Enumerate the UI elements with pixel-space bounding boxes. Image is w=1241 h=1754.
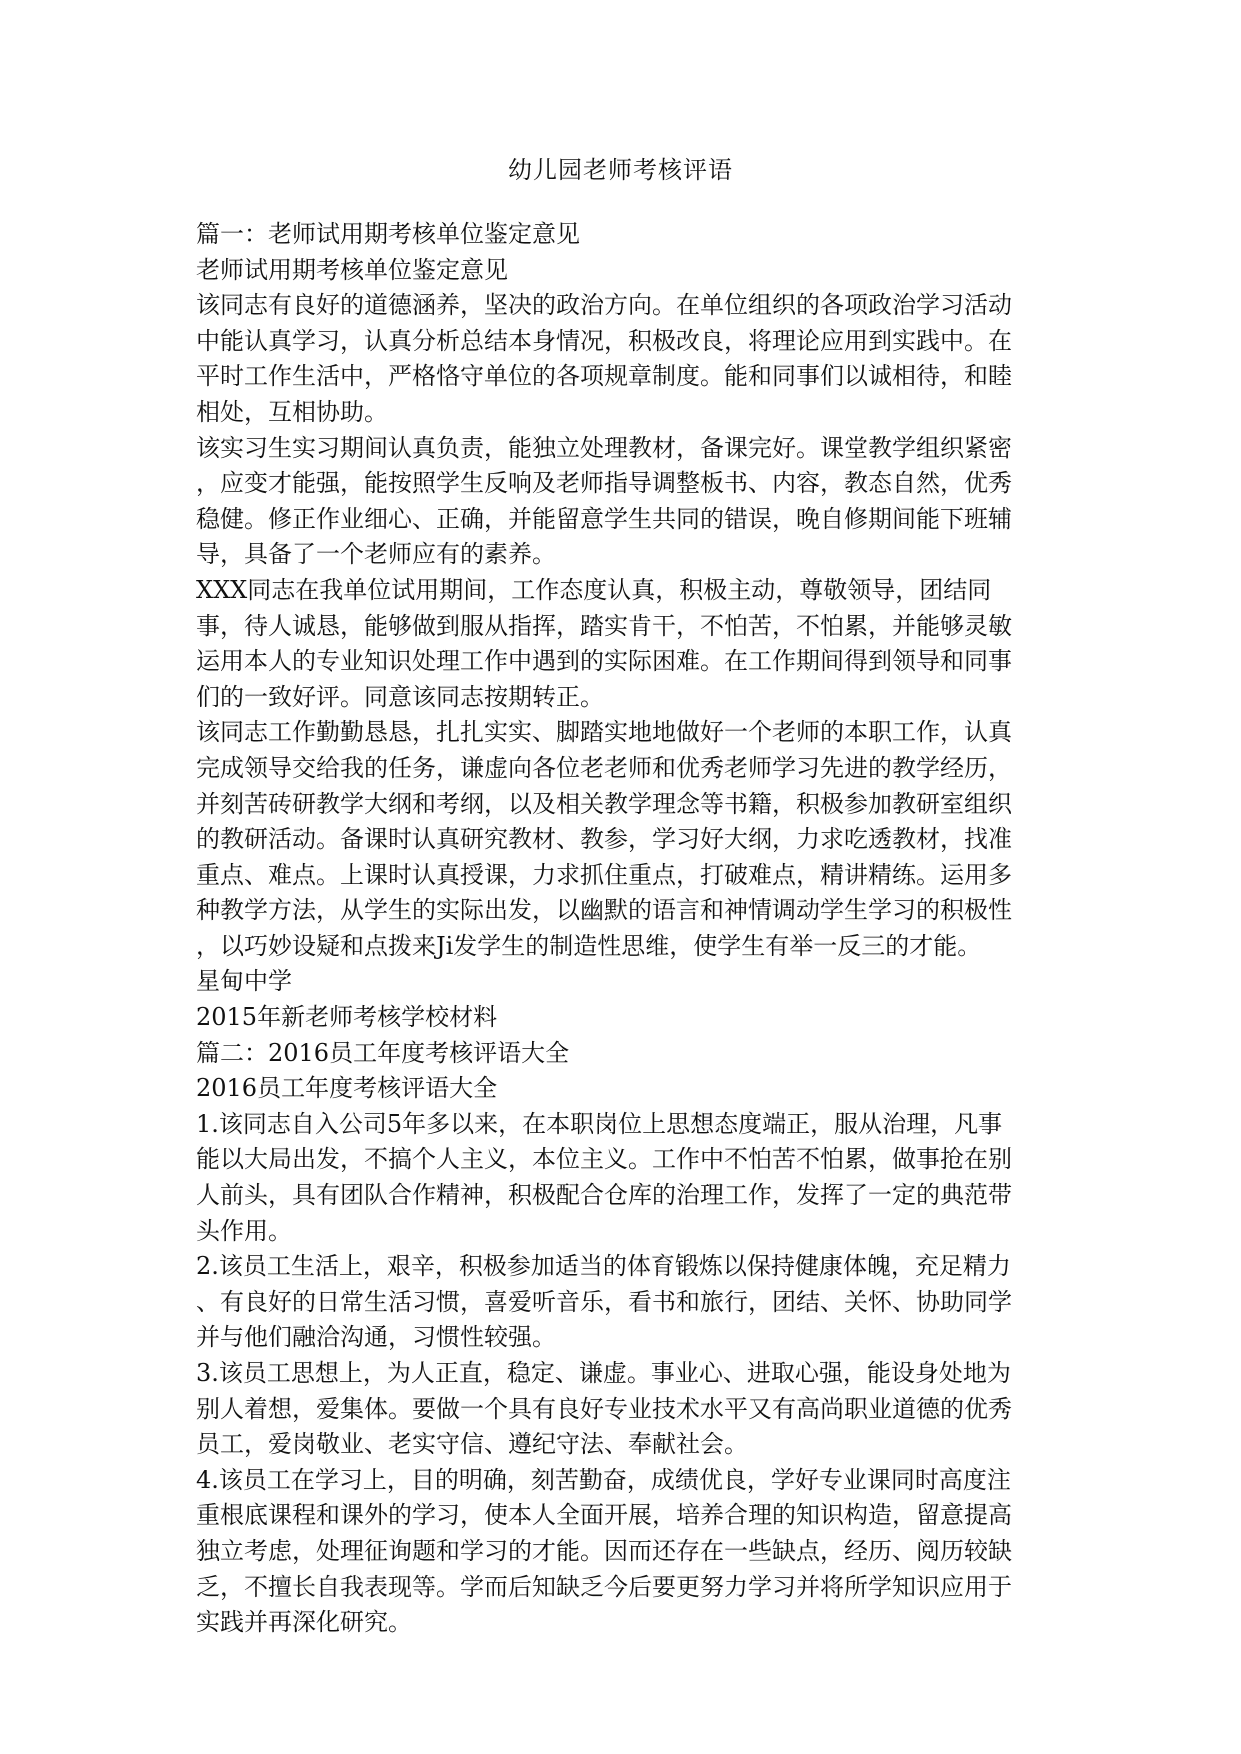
text-line: 事，待人诚恳，能够做到服从指挥，踏实肯干，不怕苦，不怕累，并能够灵敏 — [196, 611, 1012, 640]
text-line: 头作用。 — [196, 1216, 292, 1245]
text-line: 别人着想，爱集体。要做一个具有良好专业技术水平又有高尚职业道德的优秀 — [196, 1394, 1012, 1423]
text-line: 人前头，具有团队合作精神，积极配合仓库的治理工作，发挥了一定的典范带 — [196, 1181, 1012, 1210]
text-line: 老师试用期考核单位鉴定意见 — [196, 255, 508, 284]
text-line: 乏，不擅长自我表现等。学而后知缺乏今后要更努力学习并将所学知识应用于 — [196, 1572, 1012, 1601]
page-title: 幼儿园老师考核评语 — [508, 156, 733, 184]
text-line: 2016员工年度考核评语大全 — [196, 1074, 498, 1103]
text-line: 种教学方法，从学生的实际出发，以幽默的语言和神情调动学生学习的积极性 — [196, 896, 1012, 925]
text-line: 该实习生实习期间认真负责，能独立处理教材，备课完好。课堂教学组织紧密 — [196, 433, 1012, 462]
text-line: 平时工作生活中，严格恪守单位的各项规章制度。能和同事们以诚相待，和睦 — [196, 362, 1012, 391]
text-line: 并与他们融洽沟通，习惯性较强。 — [196, 1323, 556, 1352]
text-line: 、有良好的日常生活习惯，喜爱听音乐，看书和旅行，团结、关怀、协助同学 — [196, 1287, 1012, 1316]
text-line: 重点、难点。上课时认真授课，力求抓住重点，打破难点，精讲精练。运用多 — [196, 860, 1012, 889]
text-line: 该同志工作勤勤恳恳，扎扎实实、脚踏实地地做好一个老师的本职工作，认真 — [196, 718, 1012, 747]
text-line: 稳健。修正作业细心、正确，并能留意学生共同的错误，晚自修期间能下班辅 — [196, 504, 1012, 533]
text-line: 实践并再深化研究。 — [196, 1608, 412, 1637]
text-line: 并刻苦砖研教学大纲和考纲，以及相关教学理念等书籍，积极参加教研室组织 — [196, 789, 1012, 818]
text-line: 1.该同志自入公司5年多以来，在本职岗位上思想态度端正，服从治理，凡事 — [196, 1109, 1003, 1138]
text-line: 篇一：老师试用期考核单位鉴定意见 — [196, 220, 580, 248]
text-line: 完成领导交给我的任务，谦虚向各位老老师和优秀老师学习先进的教学经历， — [196, 753, 1012, 782]
text-line: 相处，互相协助。 — [196, 397, 388, 426]
text-line: 重根底课程和课外的学习，使本人全面开展，培养合理的知识构造，留意提高 — [196, 1501, 1012, 1530]
text-line: 员工，爱岗敬业、老实守信、遵纪守法、奉献社会。 — [196, 1430, 748, 1459]
text-line: 2.该员工生活上，艰辛，积极参加适当的体育锻炼以保持健康体魄，充足精力 — [196, 1252, 1011, 1281]
text-line: 篇二：2016员工年度考核评语大全 — [196, 1038, 570, 1067]
text-line: 独立考虑，处理征询题和学习的才能。因而还存在一些缺点，经历、阅历较缺 — [196, 1536, 1012, 1565]
text-line: 4.该员工在学习上，目的明确，刻苦勤奋，成绩优良，学好专业课同时高度注 — [196, 1465, 1011, 1494]
text-line: 该同志有良好的道德涵养，坚决的政治方向。在单位组织的各项政治学习活动 — [196, 291, 1012, 320]
text-line: XXX同志在我单位试用期间，工作态度认真，积极主动，尊敬领导，团结同 — [196, 575, 992, 604]
text-line: 3.该员工思想上，为人正直，稳定、谦虚。事业心、进取心强，能设身处地为 — [196, 1359, 1011, 1387]
text-line: 的教研活动。备课时认真研究教材、教参，学习好大纲，力求吃透教材，找准 — [196, 825, 1012, 854]
text-line: 2015年新老师考核学校材料 — [196, 1003, 498, 1032]
text-line: 星甸中学 — [196, 967, 292, 996]
text-line: 能以大局出发，不搞个人主义，本位主义。工作中不怕苦不怕累，做事抢在别 — [196, 1145, 1012, 1174]
text-line: 中能认真学习，认真分析总结本身情况，积极改良，将理论应用到实践中。在 — [196, 326, 1012, 355]
text-line: 导，具备了一个老师应有的素养。 — [196, 540, 556, 569]
text-line: 们的一致好评。同意该同志按期转正。 — [196, 682, 604, 711]
document-body — [196, 217, 1056, 1641]
text-line: 运用本人的专业知识处理工作中遇到的实际困难。在工作期间得到领导和同事 — [196, 647, 1012, 676]
text-line: ，应变才能强，能按照学生反响及老师指导调整板书、内容，教态自然，优秀 — [196, 469, 1012, 498]
text-line: ，以巧妙设疑和点拨来Ji发学生的制造性思维，使学生有举一反三的才能。 — [196, 931, 982, 960]
